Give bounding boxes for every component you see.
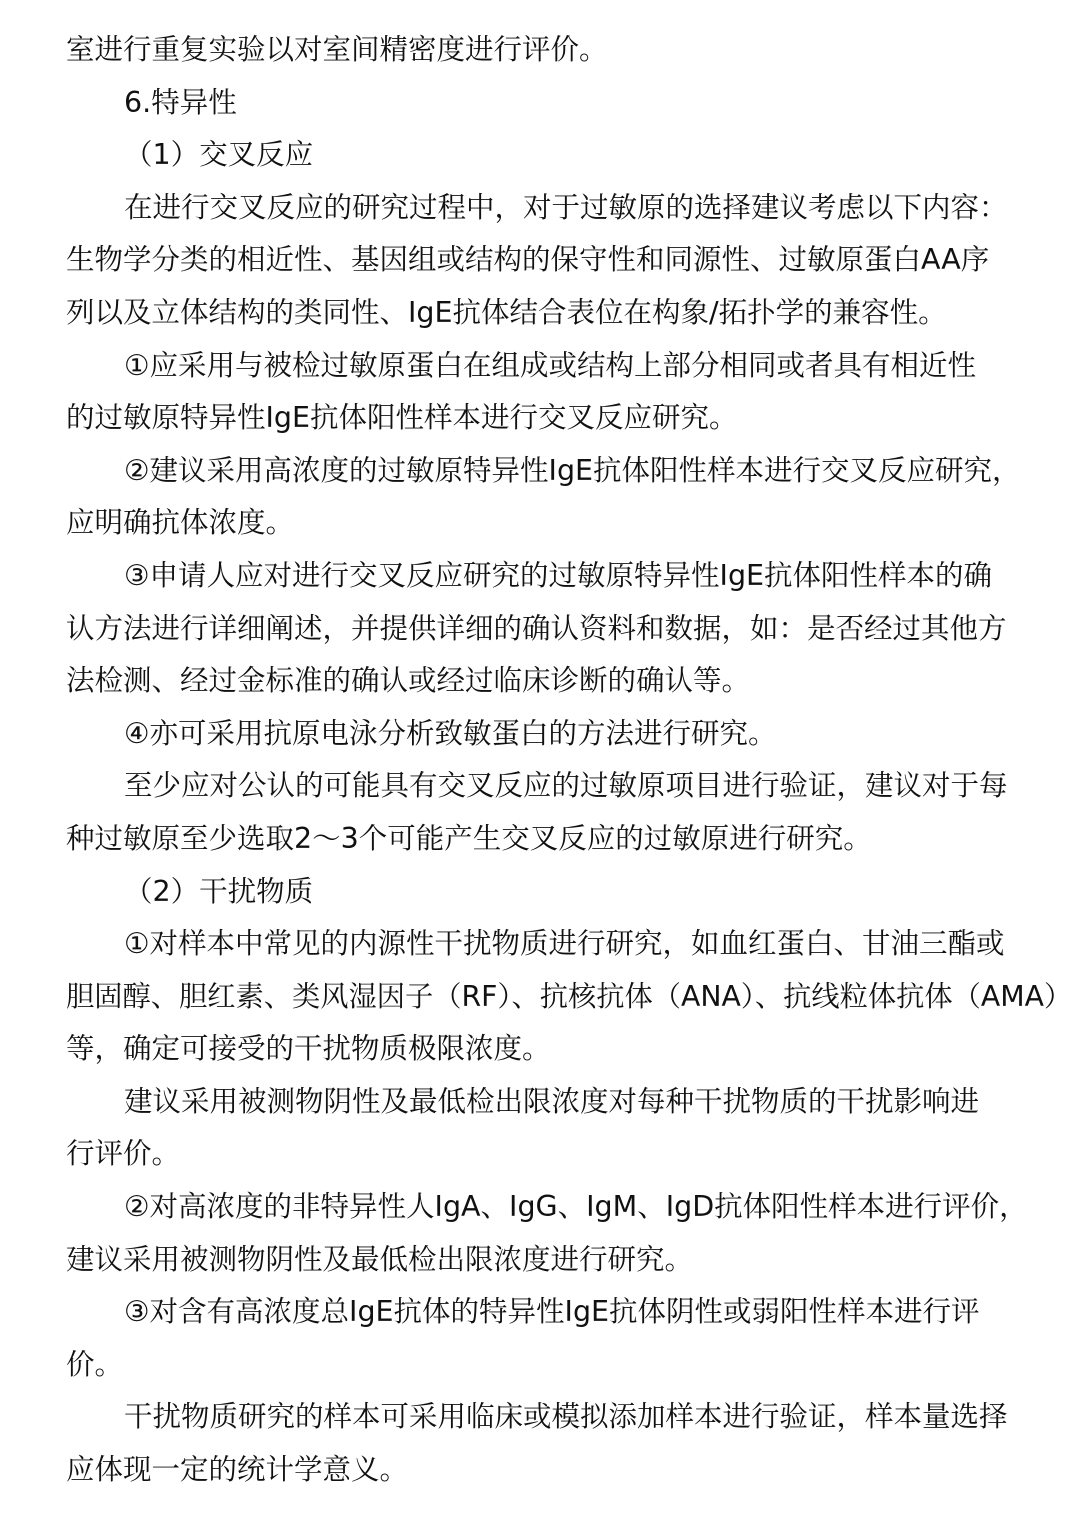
text-line: 胆固醇、胆红素、类风湿因子（RF）、抗核抗体（ANA）、抗线粒体抗体（AMA） bbox=[66, 979, 1073, 1013]
text-line: ③对含有高浓度总IgE抗体的特异性IgE抗体阴性或弱阳性样本进行评 bbox=[124, 1295, 980, 1329]
text-line: 干扰物质研究的样本可采用临床或模拟添加样本进行验证，样本量选择 bbox=[124, 1400, 1008, 1434]
text-line: ④亦可采用抗原电泳分析致敏蛋白的方法进行研究。 bbox=[124, 716, 777, 750]
text-line: 至少应对公认的可能具有交叉反应的过敏原项目进行验证，建议对于每 bbox=[124, 769, 1008, 803]
text-line: 室进行重复实验以对室间精密度进行评价。 bbox=[66, 33, 608, 66]
text-line: 列以及立体结构的类同性、IgE抗体结合表位在构象/拓扑学的兼容性。 bbox=[66, 295, 947, 329]
text-line: 建议采用被测物阴性及最低检出限浓度进行研究。 bbox=[66, 1242, 694, 1276]
text-line: （2）干扰物质 bbox=[124, 874, 314, 908]
text-line: 在进行交叉反应的研究过程中，对于过敏原的选择建议考虑以下内容： bbox=[124, 190, 1008, 224]
text-line: ②对高浓度的非特异性人IgA、IgG、IgM、IgD抗体阳性样本进行评价， bbox=[124, 1190, 1028, 1224]
text-line: ①应采用与被检过敏原蛋白在组成或结构上部分相同或者具有相近性 bbox=[124, 348, 977, 382]
text-line: 行评价。 bbox=[66, 1137, 181, 1171]
text-line: 法检测、经过金标准的确认或经过临床诊断的确认等。 bbox=[66, 664, 751, 698]
text-line: 的过敏原特异性IgE抗体阳性样本进行交叉反应研究。 bbox=[66, 401, 738, 435]
text-line: 6.特异性 bbox=[124, 85, 237, 119]
text-line: （1）交叉反应 bbox=[124, 138, 314, 172]
text-line: 等，确定可接受的干扰物质极限浓度。 bbox=[66, 1032, 551, 1066]
text-line: ①对样本中常见的内源性干扰物质进行研究，如血红蛋白、甘油三酯或 bbox=[124, 927, 1005, 961]
text-line: 价。 bbox=[66, 1347, 124, 1381]
document-body bbox=[66, 24, 1073, 1497]
text-line: 应体现一定的统计学意义。 bbox=[66, 1453, 409, 1487]
text-line: 生物学分类的相近性、基因组或结构的保守性和同源性、过敏原蛋白AA序 bbox=[66, 243, 990, 277]
text-line: ③申请人应对进行交叉反应研究的过敏原特异性IgE抗体阳性样本的确 bbox=[124, 558, 993, 592]
text-line: 应明确抗体浓度。 bbox=[66, 506, 295, 540]
text-line: 建议采用被测物阴性及最低检出限浓度对每种干扰物质的干扰影响进 bbox=[124, 1084, 980, 1118]
text-line: 认方法进行详细阐述，并提供详细的确认资料和数据，如：是否经过其他方 bbox=[66, 611, 1007, 645]
text-line: 种过敏原至少选取2～3个可能产生交叉反应的过敏原进行研究。 bbox=[66, 821, 872, 855]
text-line: ②建议采用高浓度的过敏原特异性IgE抗体阳性样本进行交叉反应研究， bbox=[124, 453, 1021, 487]
